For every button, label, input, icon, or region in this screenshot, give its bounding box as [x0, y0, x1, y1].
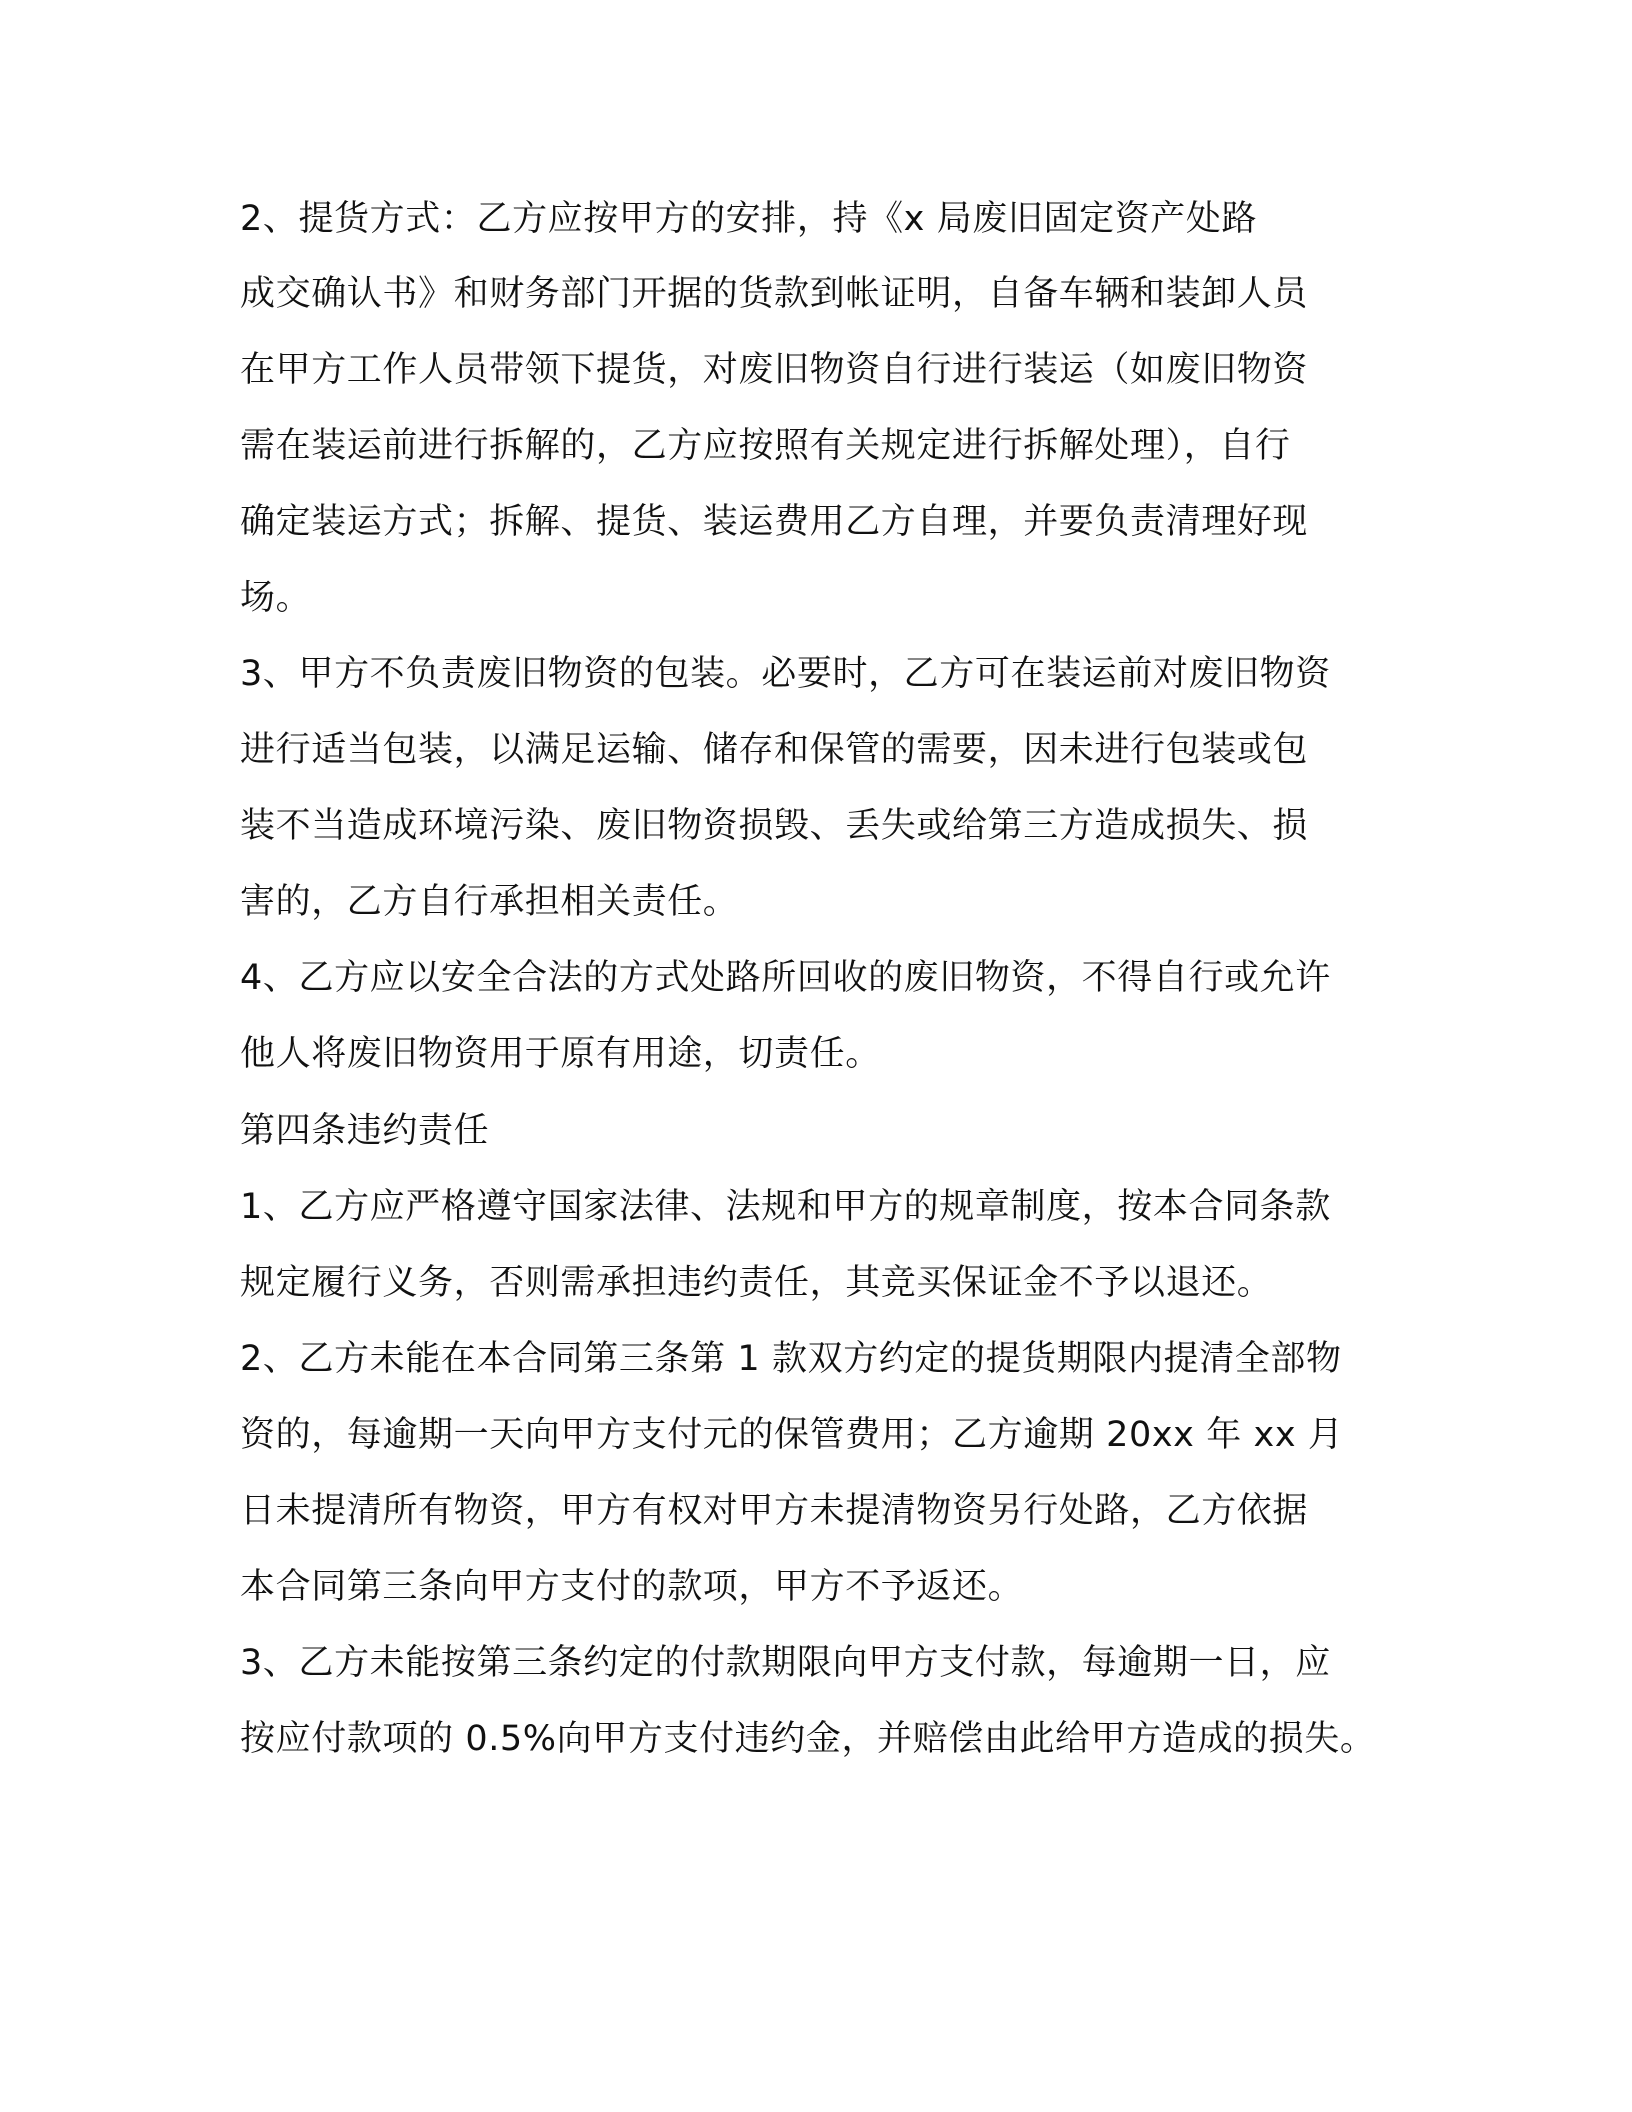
text-line: 日未提清所有物资，甲方有权对甲方未提清物资另行处路，乙方依据: [240, 1491, 1309, 1531]
text-line: 他人将废旧物资用于原有用途，切责任。: [240, 1034, 881, 1074]
text-line: 确定装运方式；拆解、提货、装运费用乙方自理，并要负责清理好现: [240, 502, 1309, 542]
text-line: 资的，每逾期一天向甲方支付元的保管费用；乙方逾期 20xx 年 xx 月: [240, 1415, 1344, 1455]
text-line: 场。: [240, 578, 312, 618]
text-line: 本合同第三条向甲方支付的款项，甲方不予返还。: [240, 1567, 1024, 1607]
text-line: 进行适当包装，以满足运输、储存和保管的需要，因未进行包装或包: [240, 730, 1309, 770]
text-line: 1、乙方应严格遵守国家法律、法规和甲方的规章制度，按本合同条款: [240, 1187, 1331, 1227]
text-line: 害的，乙方自行承担相关责任。: [240, 882, 739, 922]
text-line: 3、乙方未能按第三条约定的付款期限向甲方支付款，每逾期一日，应: [240, 1643, 1331, 1683]
text-line: 装不当造成环境污染、废旧物资损毁、丢失或给第三方造成损失、损: [240, 806, 1309, 846]
text-line: 成交确认书》和财务部门开据的货款到帐证明，自备车辆和装卸人员: [240, 274, 1309, 314]
text-line: 规定履行义务，否则需承担违约责任，其竞买保证金不予以退还。: [240, 1263, 1273, 1303]
section-heading: 第四条违约责任: [240, 1111, 490, 1151]
text-line: 4、乙方应以安全合法的方式处路所回收的废旧物资，不得自行或允许: [240, 958, 1331, 998]
text-line: 需在装运前进行拆解的，乙方应按照有关规定进行拆解处理），自行: [240, 426, 1291, 466]
text-line: 2、乙方未能在本合同第三条第 1 款双方约定的提货期限内提清全部物: [240, 1339, 1342, 1379]
text-line: 按应付款项的 0.5%向甲方支付违约金，并赔偿由此给甲方造成的损失。: [240, 1719, 1376, 1759]
text-line: 2、提货方式：乙方应按甲方的安排，持《x 局废旧固定资产处路: [240, 199, 1258, 239]
text-line: 在甲方工作人员带领下提货，对废旧物资自行进行装运（如废旧物资: [240, 350, 1309, 390]
text-line: 3、甲方不负责废旧物资的包装。必要时，乙方可在装运前对废旧物资: [240, 654, 1331, 694]
